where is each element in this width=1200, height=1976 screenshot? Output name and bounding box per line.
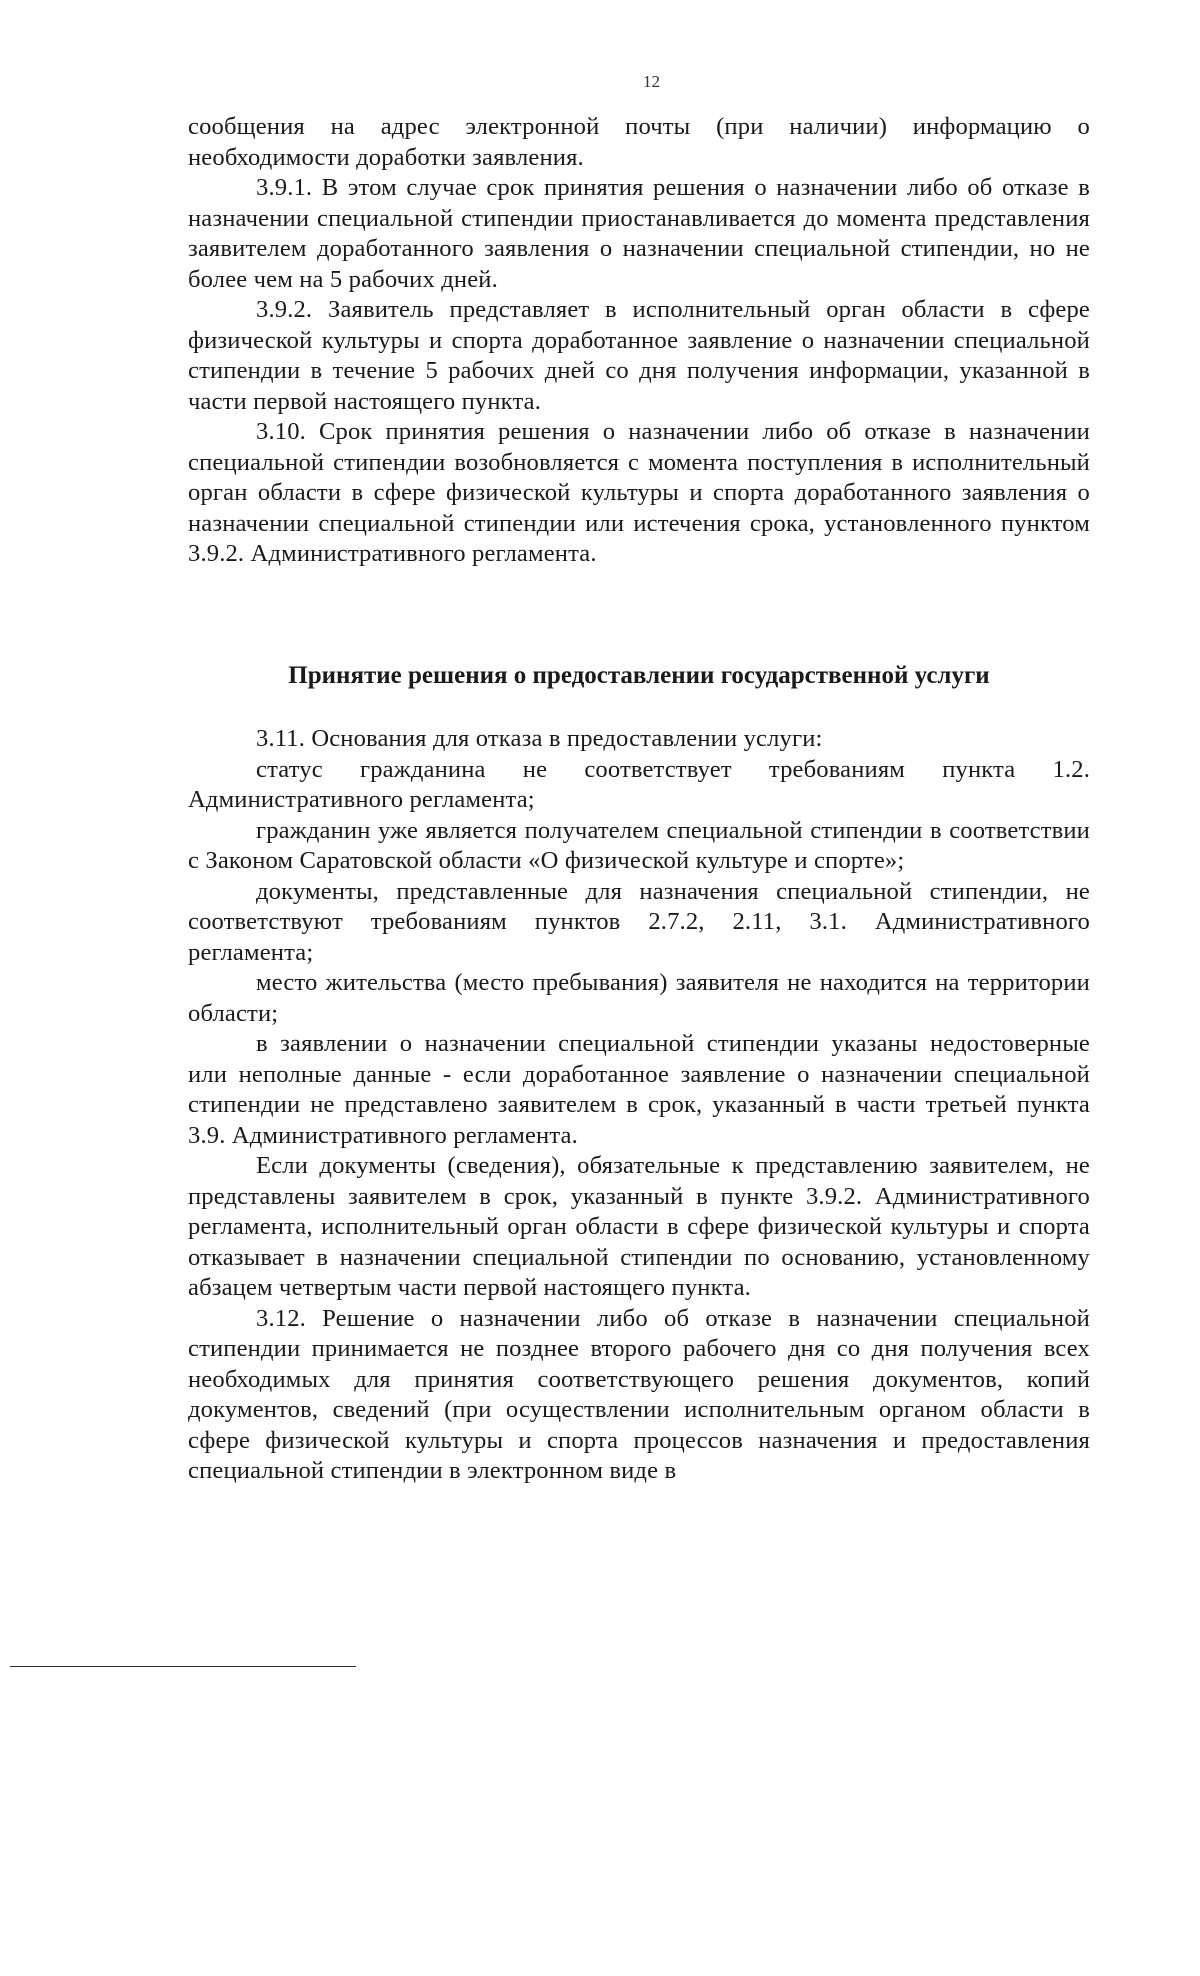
refusal-ground-status: статус гражданина не соответствует требованиям пункта 1.2. Административного регламента;	[188, 755, 1090, 813]
refusal-ground-invalid-data: в заявлении о назначении специальной стипендии указаны недостоверные или неполные данные - если доработанное заявление о назначении специальной стипендии не представлено заявителем в срок, указанный в части третьей пункта 3.9. Административного регламента.	[188, 1030, 1090, 1149]
paragraph-3-9-1: 3.9.1. В этом случае срок принятия решения о назначении либо об отказе в назначении специальной стипендии приостанавливается до момента представления заявителем доработанного заявления о назначении специальной стипендии, но не более чем на 5 рабочих дней.	[188, 174, 1090, 293]
refusal-ground-residence: место жительства (место пребывания) заявителя не находится на территории области;	[188, 969, 1090, 1027]
footnote-rule	[10, 1666, 356, 1667]
page-number: 12	[643, 72, 660, 91]
text-block-top	[188, 112, 1090, 570]
paragraph-3-9-2: 3.9.2. Заявитель представляет в исполнительный орган области в сфере физической культуры и спорта доработанное заявление о назначении специальной стипендии в течение 5 рабочих дней со дня получения информации, указанной в части первой настоящего пункта.	[188, 296, 1090, 415]
section-heading: Принятие решения о предоставлении государственной услуги	[288, 662, 990, 689]
paragraph-3-10: 3.10. Срок принятия решения о назначении либо об отказе в назначении специальной стипендии возобновляется с момента поступления в исполнительный орган области в сфере физической культуры и спорта доработанного заявления о назначении специальной стипендии или истечения срока, установленного пунктом 3.9.2. Административного регламента.	[188, 418, 1090, 567]
paragraph-3-12: 3.12. Решение о назначении либо об отказе в назначении специальной стипендии принимается не позднее второго рабочего дня со дня получения всех необходимых для принятия соответствующего решения документов, копий документов, сведений (при осуществлении исполнительным органом области в сфере физической культуры и спорта процессов назначения и предоставления специальной стипендии в электронном виде в	[188, 1304, 1090, 1484]
paragraph-3-11: 3.11. Основания для отказа в предоставлении услуги:	[256, 725, 823, 752]
refusal-ground-already-recipient: гражданин уже является получателем специальной стипендии в соответствии с Законом Саратовской области «О физической культуре и спорте»;	[188, 816, 1090, 874]
text-block-bottom	[188, 724, 1090, 1487]
refusal-ground-documents: документы, представленные для назначения специальной стипендии, не соответствуют требованиям пунктов 2.7.2, 2.11, 3.1. Административного регламента;	[188, 877, 1090, 966]
paragraph-missing-documents: Если документы (сведения), обязательные к представлению заявителем, не представлены заявителем в срок, указанный в пункте 3.9.2. Административного регламента, исполнительный орган области в сфере физической культуры и спорта отказывает в назначении специальной стипендии по основанию, установленному абзацем четвертым части первой настоящего пункта.	[188, 1152, 1090, 1301]
paragraph-continuation: сообщения на адрес электронной почты (при наличии) информацию о необходимости доработки заявления.	[188, 113, 1090, 171]
